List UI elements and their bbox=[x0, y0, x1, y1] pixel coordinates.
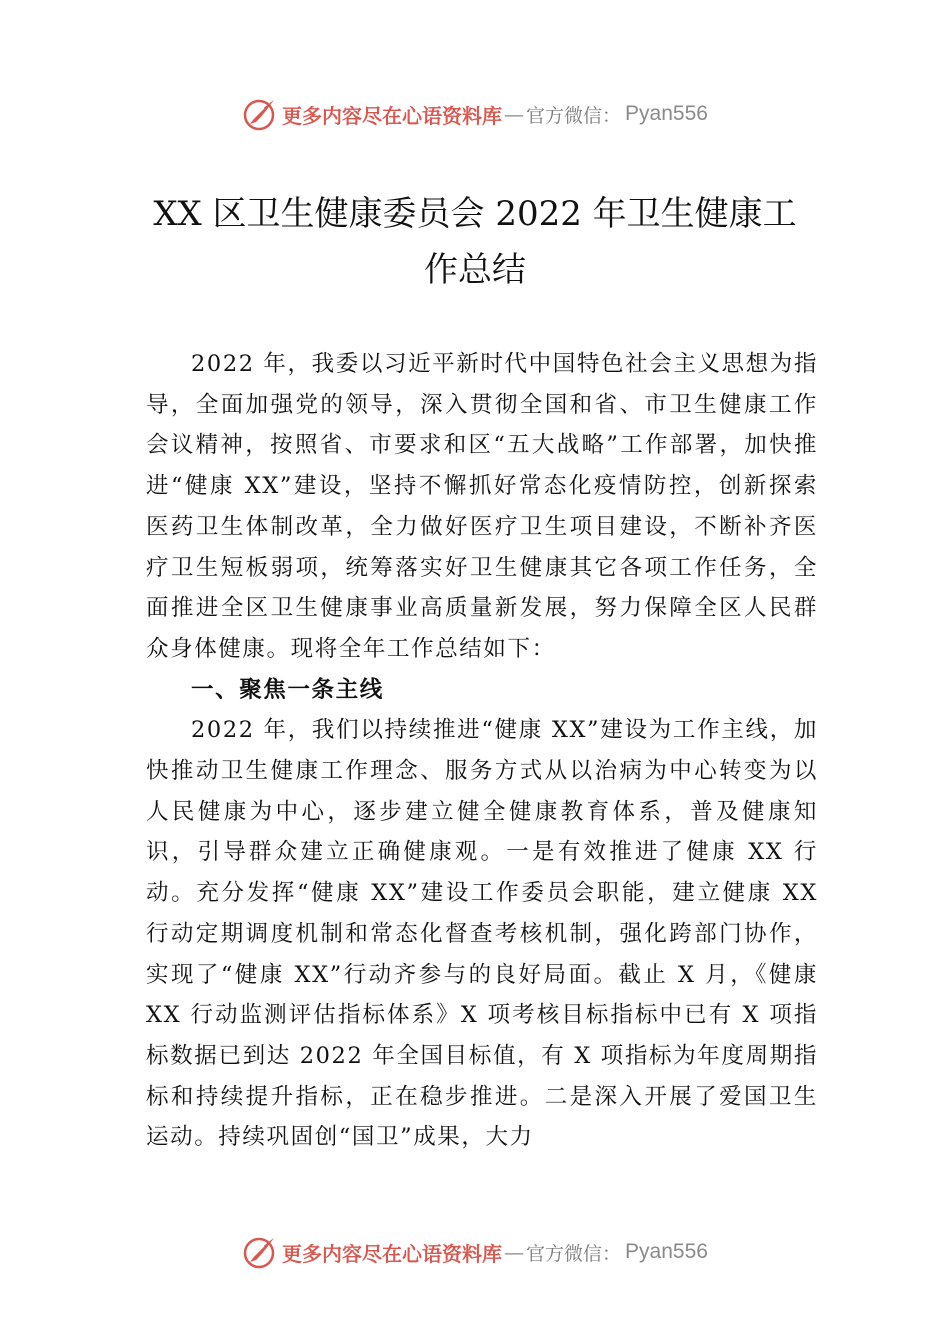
quill-logo-icon bbox=[242, 96, 278, 132]
watermark-dash: — bbox=[504, 102, 525, 126]
watermark-dash: — bbox=[504, 1240, 525, 1264]
watermark-official-label: 官方微信： bbox=[526, 1242, 622, 1265]
document-title-line-2: 作总结 bbox=[424, 250, 526, 290]
watermark-brand: 更多内容尽在心语资料库 bbox=[282, 103, 503, 128]
watermark-wechat-id: Pyan556 bbox=[625, 102, 708, 125]
quill-logo-icon bbox=[242, 1234, 278, 1270]
document-title bbox=[100, 186, 850, 298]
intro-paragraph: 2022 年，我委以习近平新时代中国特色社会主义思想为指导，全面加强党的领导，深入贯彻全国和省、市卫生健康工作会议精神，按照省、市要求和区“五大战略”工作部署，加快推进“健康 XX”建设，坚持不懈抓好常态化疫情防控，创新探索医药卫生体制改革，全力做好医疗卫生项目建设，不断补齐医疗卫生短板弱项，统筹落实好卫生健康其它各项工作任务，全面推进全区卫生健康事业高质量新发展，努力保障全区人民群众身体健康。现将全年工作总结如下： bbox=[146, 351, 818, 662]
watermark-wechat-id: Pyan556 bbox=[625, 1240, 708, 1263]
section-heading-1: 一、聚焦一条主线 bbox=[191, 676, 384, 703]
watermark-brand: 更多内容尽在心语资料库 bbox=[282, 1241, 503, 1266]
watermark-official-label: 官方微信： bbox=[526, 104, 622, 127]
footer-watermark-banner bbox=[0, 1232, 950, 1272]
header-watermark-banner bbox=[0, 94, 950, 134]
document-title-line-1: XX 区卫生健康委员会 2022 年卫生健康工 bbox=[153, 194, 797, 234]
document-body bbox=[146, 344, 818, 1158]
section-1-paragraph: 2022 年，我们以持续推进“健康 XX”建设为工作主线，加快推动卫生健康工作理念、服务方式从以治病为中心转变为以人民健康为中心，逐步建立健全健康教育体系，普及健康知识，引导群众建立正确健康观。一是有效推进了健康 XX 行动。充分发挥“健康 XX”建设工作委员会职能，建立健康 XX 行动定期调度机制和常态化督查考核机制，强化跨部门协作，实现了“健康 XX”行动齐参与的良好局面。截止 X 月，《健康 XX 行动监测评估指标体系》X 项考核目标指标中已有 X 项指标数据已到达 2022 年全国目标值，有 X 项指标为年度周期指标和持续提升指标，正在稳步推进。二是深入开展了爱国卫生运动。持续巩固创“国卫”成果，大力 bbox=[146, 717, 818, 1151]
